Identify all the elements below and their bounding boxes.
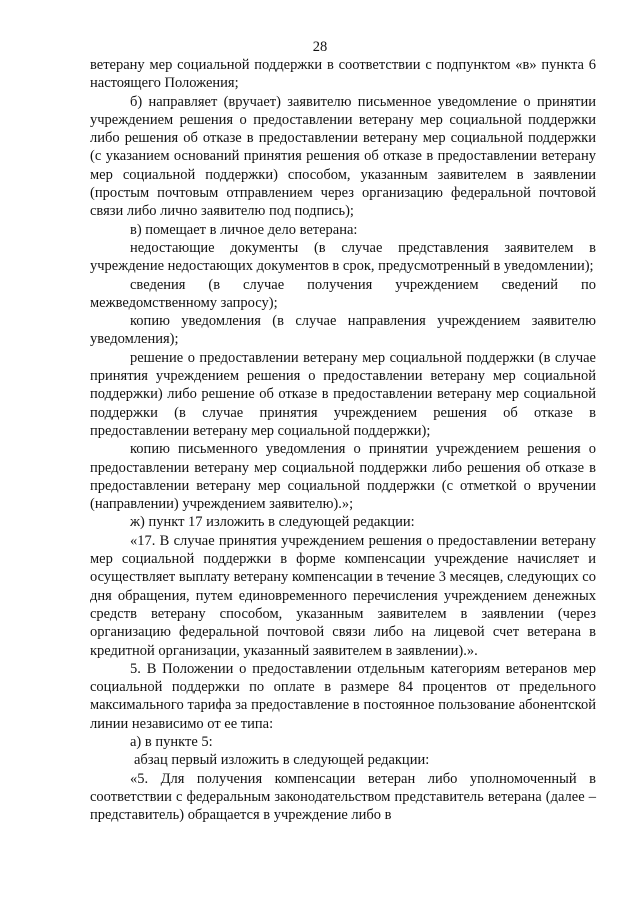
paragraph: 5. В Положении о предоставлении отдельным категориям ветеранов мер социальной поддержки по оплате в размере 84 процентов от предельного максимального тарифа за предоставление в постоянное пользование абонентской линии независимо от ее типа: <box>90 660 596 732</box>
paragraph: копию письменного уведомления о принятии учреждением решения о предоставлении ветерану мер социальной поддержки либо решения об отказе в предоставлении ветерану мер социальной поддержки (с отметкой о вручении (направлении) учреждением заявителю).»; <box>90 441 596 513</box>
paragraph: а) в пункте 5: <box>130 733 213 750</box>
paragraph: абзац первый изложить в следующей редакции: <box>134 752 430 769</box>
paragraph: в) помещает в личное дело ветерана: <box>130 221 358 238</box>
document-body <box>90 56 596 824</box>
page-number: 28 <box>312 39 328 55</box>
paragraph: ж) пункт 17 изложить в следующей редакции: <box>130 514 415 531</box>
paragraph: ветерану мер социальной поддержки в соответствии с подпунктом «в» пункта 6 настоящего Положения; <box>90 57 596 92</box>
paragraph: б) направляет (вручает) заявителю письменное уведомление о принятии учреждением решения о предоставлении ветерану мер социальной поддержки либо решения об отказе в предоставлении ветерану мер социальной поддержки (с указанием оснований принятия решения об отказе в предоставлении ветерану мер социальной поддержки) способом, указанным заявителем в заявлении (простым почтовым отправлением через организацию федеральной почтовой связи либо лично заявителю под подпись); <box>90 93 596 220</box>
paragraph: копию уведомления (в случае направления учреждением заявителю уведомления); <box>90 313 596 348</box>
paragraph: «17. В случае принятия учреждением решения о предоставлении ветерану мер социальной поддержки в форме компенсации учреждение начисляет и осуществляет выплату ветерану компенсации в течение 3 месяцев, следующих со дня обращения, путем единовременного перечисления учреждением денежных средств ветерану способом, указанным заявителем в заявлении (через организацию федеральной почтовой связи либо на лицевой счет ветерана в кредитной организации, указанный заявителем в заявлении).». <box>90 532 596 659</box>
paragraph: сведения (в случае получения учреждением сведений по межведомственному запросу); <box>90 276 596 311</box>
paragraph: решение о предоставлении ветерану мер социальной поддержки (в случае принятия учреждением решения о предоставлении ветерану мер социальной поддержки) либо решение об отказе в предоставлении ветерану мер социальной поддержки (в случае принятия учреждением решения об отказе в предоставлении ветерану мер социальной поддержки); <box>90 349 596 439</box>
paragraph: недостающие документы (в случае представления заявителем в учреждение недостающих документов в срок, предусмотренный в уведомлении); <box>90 239 596 275</box>
paragraph: «5. Для получения компенсации ветеран либо уполномоченный в соответствии с федеральным законодательством представитель ветерана (далее – представитель) обращается в учреждение либо в <box>90 770 596 824</box>
